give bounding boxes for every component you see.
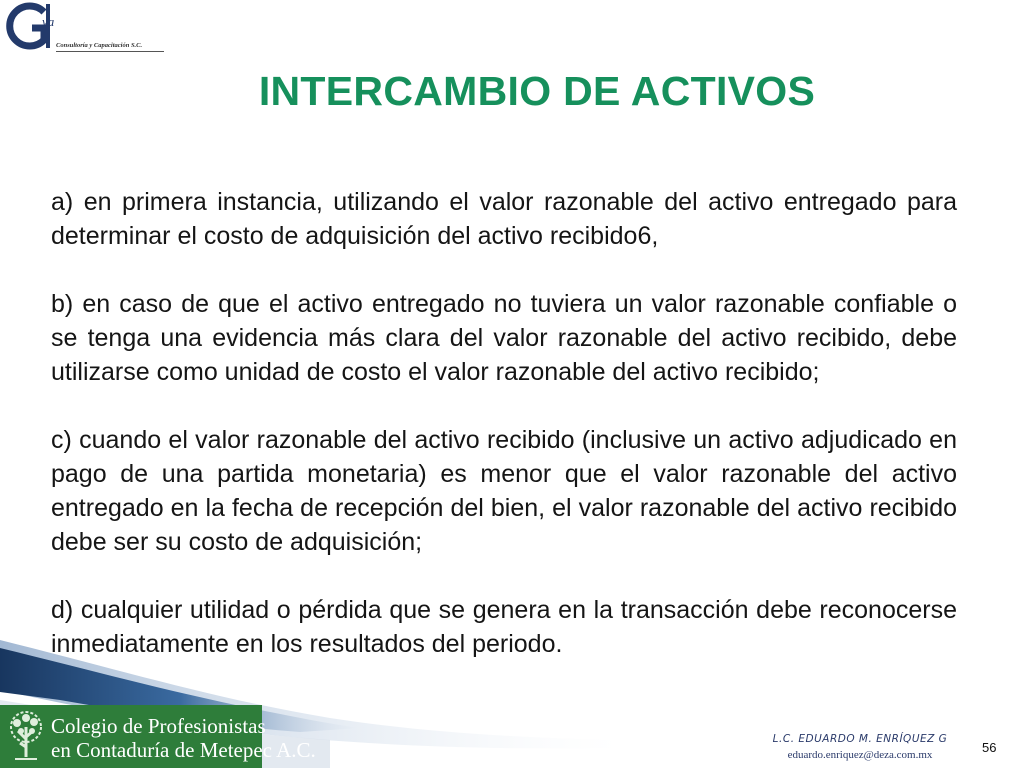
paragraph-d: d) cualquier utilidad o pérdida que se genera en la transacción debe reconocerse inmediatamente en los resultados del periodo. — [51, 596, 957, 658]
paragraph-b: b) en caso de que el activo entregado no tuviera un valor razonable confiable o se tenga una evidencia más clara del valor razonable del activo recibido, debe utilizarse como unidad de costo el valor razonable del activo recibido; — [51, 290, 957, 386]
logo-divider — [56, 51, 164, 52]
tree-logo-icon — [3, 709, 49, 765]
page-title: INTERCAMBIO DE ACTIVOS — [258, 68, 816, 114]
company-logo — [0, 0, 180, 60]
author-email: eduardo.enriquez@deza.com.mx — [787, 749, 933, 761]
author-name: L.C. EDUARDO M. ENRÍQUEZ G — [772, 733, 948, 745]
org-name-line1: Colegio de Profesionistas — [51, 714, 266, 738]
org-name-line2: en Contaduría de Metepec A.C. — [51, 738, 316, 762]
paragraph-c: c) cuando el valor razonable del activo recibido (inclusive un activo adjudicado en pago de una partida monetaria) es menor que el valor razonable del activo entregado en la fecha de recepción del bien, el valor razonable del activo recibido debe ser su costo de adquisición; — [51, 426, 957, 556]
page-number: 56 — [982, 740, 997, 755]
logo-letters: va — [42, 14, 55, 29]
paragraph-a: a) en primera instancia, utilizando el valor razonable del activo entregado para determinar el costo de adquisición del activo recibido6, — [51, 188, 957, 250]
org-logo-banner — [0, 705, 316, 768]
logo-subtitle: Consultoría y Capacitación S.C. — [56, 42, 143, 49]
